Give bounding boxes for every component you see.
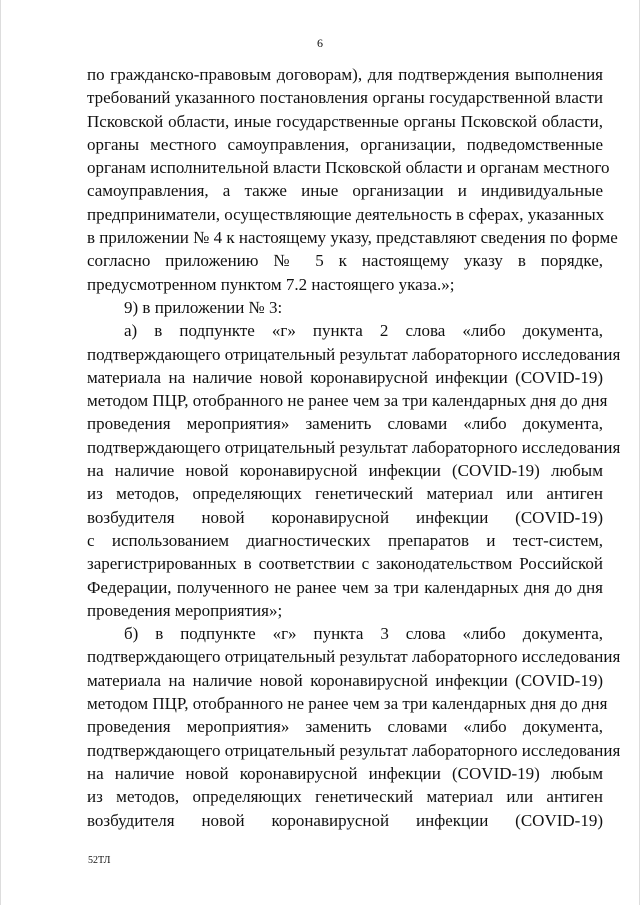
text-line: материала на наличие новой коронавирусной инфекции (COVID-19) xyxy=(87,670,603,690)
text-line: проведения мероприятия»; xyxy=(87,600,283,620)
paragraph xyxy=(87,622,621,832)
document-body xyxy=(87,63,621,832)
text-line: органы местного самоуправления, организации, подведомственные xyxy=(87,134,603,154)
text-line: самоуправления, а также иные организации и индивидуальные xyxy=(87,181,603,201)
footer-code: 52ТЛ xyxy=(88,855,111,866)
text-line: 9) в приложении № 3: xyxy=(124,297,283,317)
text-line: а) в подпункте «г» пункта 2 слова «либо документа, xyxy=(124,321,603,341)
text-line: методом ПЦР, отобранного не ранее чем за три календарных дня до дня xyxy=(87,391,608,411)
text-line: предприниматели, осуществляющие деятельность в сферах, указанных xyxy=(87,204,605,224)
text-line: предусмотренном пунктом 7.2 настоящего указа.»; xyxy=(87,274,455,294)
paragraph xyxy=(87,63,618,296)
text-line: на наличие новой коронавирусной инфекции (COVID-19) любым xyxy=(87,763,603,783)
text-line: согласно приложению № 5 к настоящему указу в порядке, xyxy=(87,251,603,271)
text-line: Федерации, полученного не ранее чем за три календарных дня до дня xyxy=(87,577,603,597)
text-line: материала на наличие новой коронавирусной инфекции (COVID-19) xyxy=(87,367,603,387)
text-line: с использованием диагностических препаратов и тест-систем, xyxy=(87,530,603,550)
text-line: возбудителя новой коронавирусной инфекции (COVID-19) xyxy=(87,507,603,527)
text-line: подтверждающего отрицательный результат лабораторного исследования xyxy=(87,344,621,364)
text-line: возбудителя новой коронавирусной инфекции (COVID-19) xyxy=(87,810,603,830)
text-line: методом ПЦР, отобранного не ранее чем за три календарных дня до дня xyxy=(87,694,608,714)
page-number: 6 xyxy=(317,36,323,50)
text-line: подтверждающего отрицательный результат лабораторного исследования xyxy=(87,437,621,457)
text-line: органам исполнительной власти Псковской области и органам местного xyxy=(87,158,610,178)
text-line: проведения мероприятия» заменить словами «либо документа, xyxy=(87,414,603,434)
text-line: подтверждающего отрицательный результат лабораторного исследования xyxy=(87,740,621,760)
text-line: требований указанного постановления органы государственной власти xyxy=(87,88,603,108)
scan-edge-left xyxy=(0,0,1,905)
text-line: подтверждающего отрицательный результат лабораторного исследования xyxy=(87,647,621,667)
text-line: в приложении № 4 к настоящему указу, представляют сведения по форме xyxy=(87,228,618,248)
paragraph xyxy=(87,319,621,622)
text-line: на наличие новой коронавирусной инфекции (COVID-19) любым xyxy=(87,461,603,481)
text-line: из методов, определяющих генетический материал или антиген xyxy=(87,787,603,807)
paragraph xyxy=(87,296,603,319)
text-line: зарегистрированных в соответствии с законодательством Российской xyxy=(87,554,603,574)
text-line: из методов, определяющих генетический материал или антиген xyxy=(87,484,603,504)
text-line: по гражданско-правовым договорам), для подтверждения выполнения xyxy=(87,65,603,84)
text-line: Псковской области, иные государственные органы Псковской области, xyxy=(87,111,603,131)
text-line: б) в подпункте «г» пункта 3 слова «либо документа, xyxy=(124,624,603,644)
text-line: проведения мероприятия» заменить словами «либо документа, xyxy=(87,717,603,737)
